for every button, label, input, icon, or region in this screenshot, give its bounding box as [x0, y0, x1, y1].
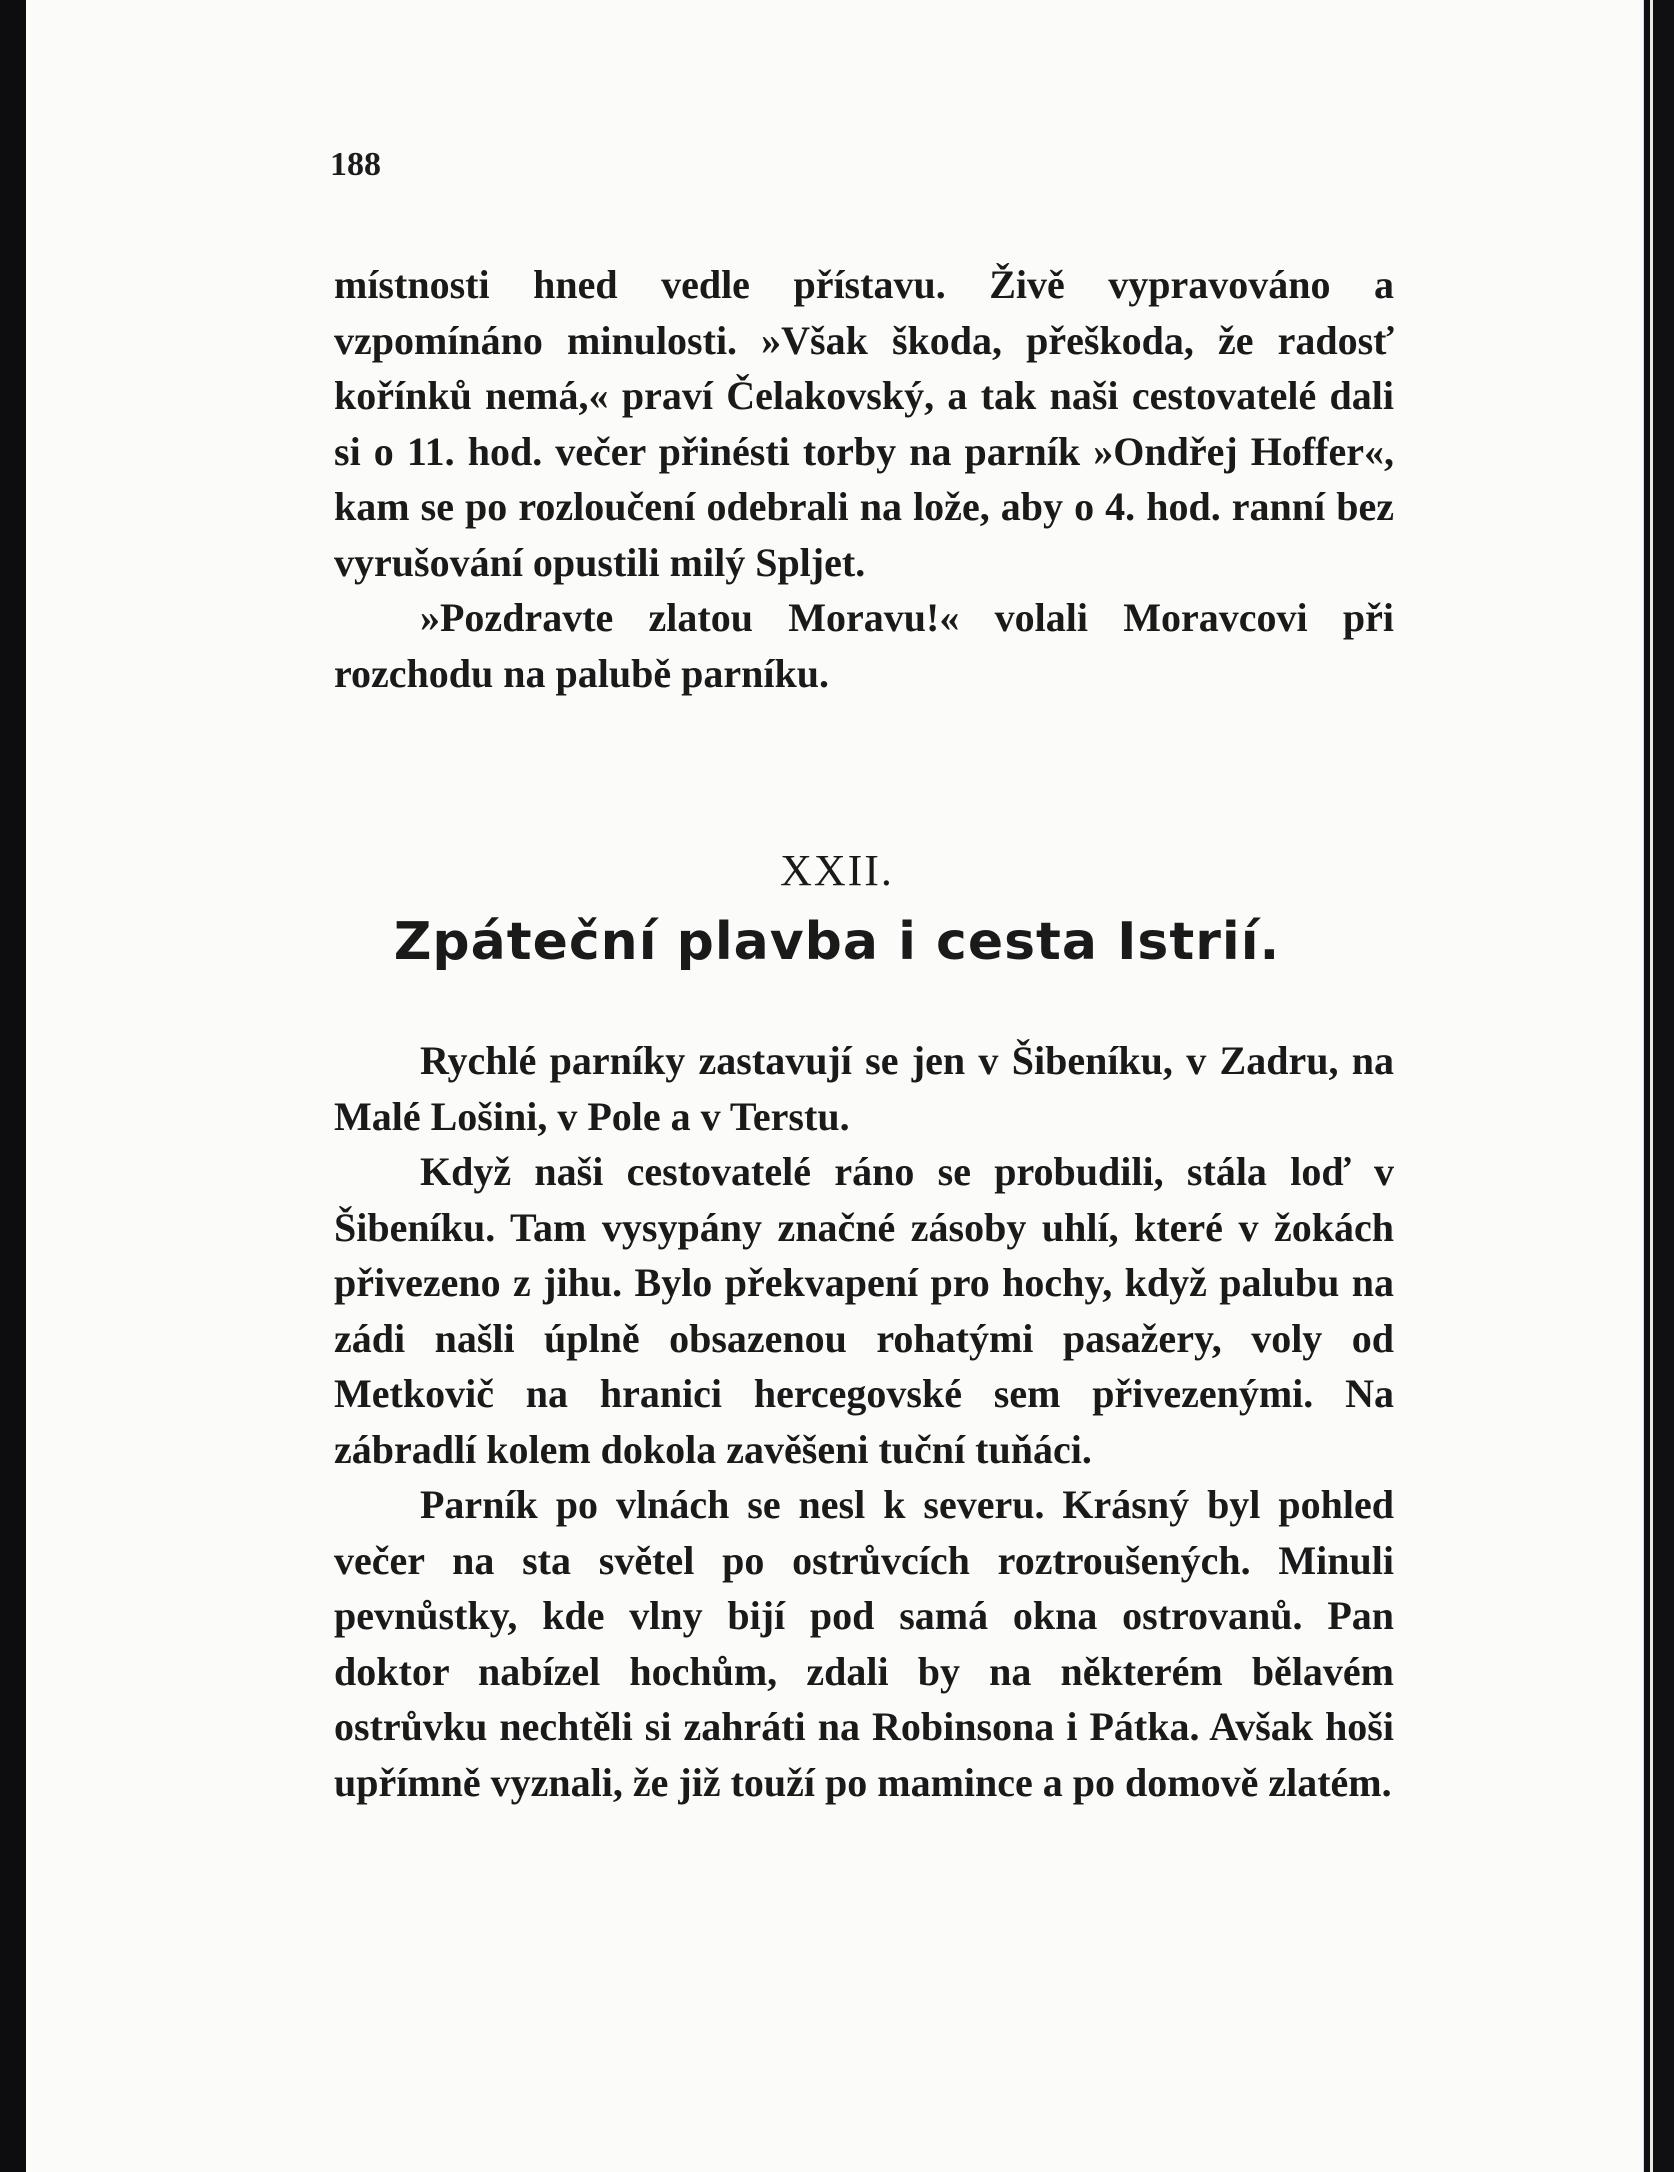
scan-gutter: [1644, 0, 1674, 2172]
paragraph-continuation: místnosti hned vedle přístavu. Živě vypravováno a vzpomínáno minulosti. »Však škoda, přeškoda, že radosť kořínků nemá,« praví Čelakovský, a tak naši cestovatelé dali si o 11. hod. večer přinésti torby na parník »Ondřej Hoffer«, kam se po rozloučení odebrali na lože, aby o 4. hod. ranní bez vyrušování opustili milý Spljet.: [334, 262, 1394, 585]
paragraph-north: Parník po vlnách se nesl k severu. Krásný byl pohled večer na sta světel po ostrůvcích roztroušených. Minuli pevnůstky, kde vlny bijí pod samá okna ostrovanů. Pan doktor nabízel hochům, zdali by na některém bělavém ostrůvku nechtěli si zahráti na Robinsona i Pátka. Avšak hoši upřímně vyznali, že již touží po mamince a po domově zlatém.: [334, 1482, 1394, 1805]
paragraph-farewell: »Pozdravte zlatou Moravu!« volali Moravcovi při rozchodu na palubě parníku.: [334, 595, 1394, 696]
chapter-title: Zpáteční plavba i cesta Istrií.: [393, 912, 1281, 972]
chapter-number: XXII.: [780, 846, 894, 895]
text-block-chapter: [334, 1033, 1394, 1810]
text-block-before-chapter: [334, 257, 1394, 701]
paragraph-steamers: Rychlé parníky zastavují se jen v Šibeníku, v Zadru, na Malé Lošini, v Pole a v Terstu.: [334, 1038, 1394, 1139]
scan-edge-line: [1650, 0, 1653, 2172]
page-number: 188: [330, 146, 381, 183]
paragraph-sibenik: Když naši cestovatelé ráno se probudili, stála loď v Šibeníku. Tam vysypány značné zásoby uhlí, které v žokách přivezeno z jihu. Bylo překvapení pro hochy, když palubu na zádi našli úplně obsazenou rohatými pasažery, voly od Metkovič na hranici hercegovské sem přivezenými. Na zábradlí kolem dokola zavěšeni tuční tuňáci.: [334, 1149, 1394, 1472]
